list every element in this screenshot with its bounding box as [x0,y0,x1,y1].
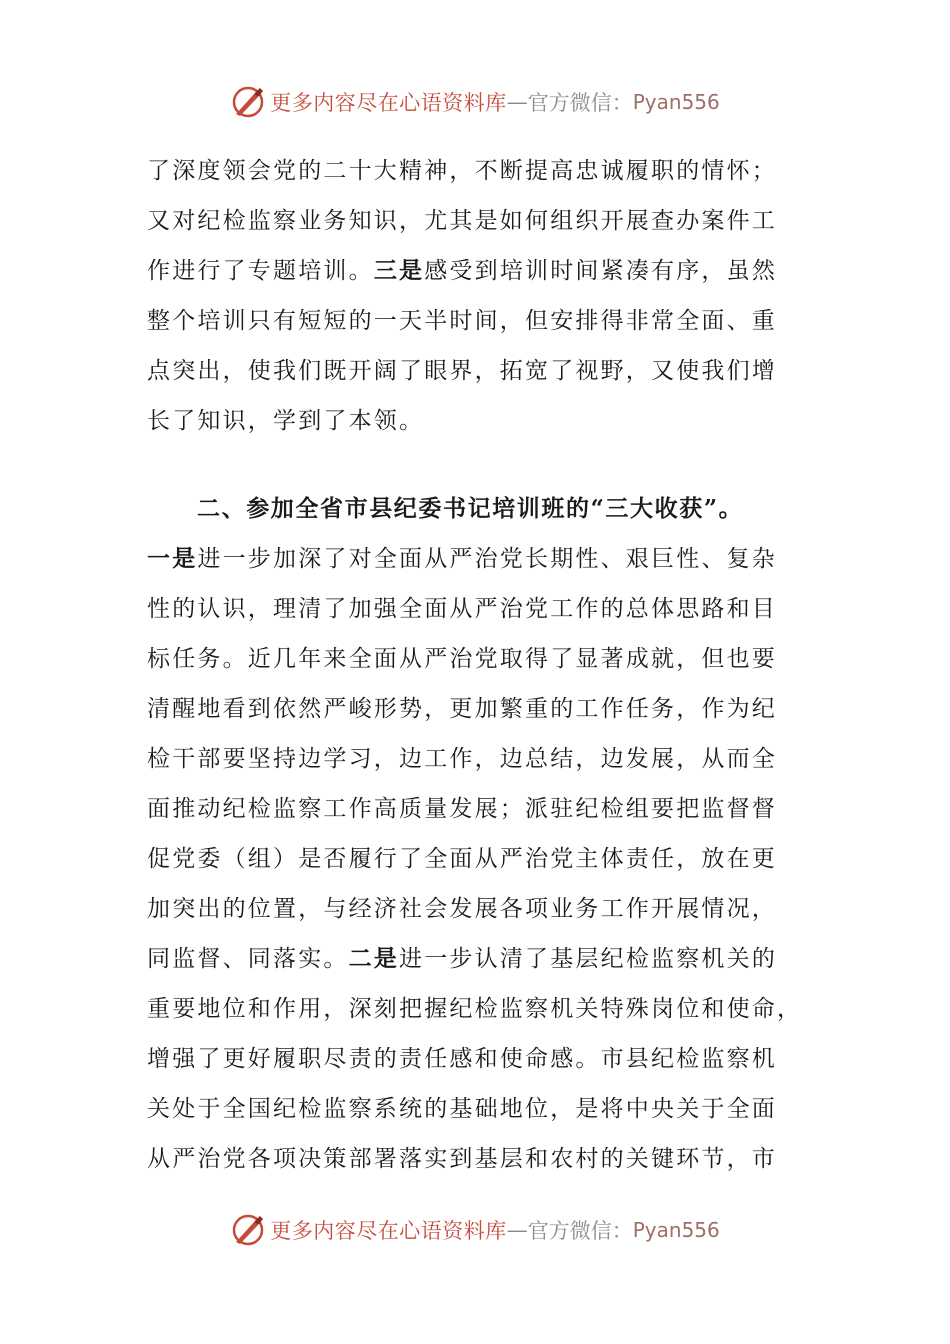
banner-separator: — [506,1218,528,1242]
footer-watermark-banner [0,1210,950,1250]
text-line: 性的认识，理清了加强全面从严治党工作的总体思路和目 [147,596,777,622]
text-line: 增强了更好履职尽责的责任感和使命感。市县纪检监察机 [147,1046,777,1072]
text-line: 加突出的位置，与经济社会发展各项业务工作开展情况， [147,896,777,922]
point-marker-1: 一是 [147,545,198,572]
text-line: 面推动纪检监察工作高质量发展；派驻纪检组要把监督督 [147,796,777,822]
text-line: 又对纪检监察业务知识，尤其是如何组织开展查办案件工 [147,208,777,234]
banner-label: 官方微信： [527,91,633,115]
text-line: 标任务。近几年来全面从严治党取得了显著成就，但也要 [147,646,777,672]
banner-separator: — [506,90,528,114]
text-line: 重要地位和作用，深刻把握纪检监察机关特殊岗位和使命， [147,996,803,1022]
point-marker-2: 二是 [348,945,400,972]
header-watermark-banner [0,82,950,122]
text-line: 同监督、同落实。二是进一步认清了基层纪检监察机关的 [147,945,778,972]
pen-circle-icon [230,84,266,120]
text-line: 作进行了专题培训。三是感受到培训时间紧凑有序，虽然 [147,257,778,284]
text-line: 清醒地看到依然严峻形势，更加繁重的工作任务，作为纪 [147,696,777,722]
text-line: 了深度领会党的二十大精神，不断提高忠诚履职的情怀； [147,158,777,184]
banner-wechat-id: Pyan556 [632,90,720,114]
text-line: 一是进一步加深了对全面从严治党长期性、艰巨性、复杂 [147,545,778,572]
text-line: 点突出，使我们既开阔了眼界，拓宽了视野，又使我们增 [147,358,777,384]
document-body [147,146,807,1184]
text-line: 检干部要坚持边学习，边工作，边总结，边发展，从而全 [147,746,777,772]
point-marker-3: 三是 [373,257,425,284]
pen-circle-icon [230,1212,266,1248]
text-line: 促党委（组）是否履行了全面从严治党主体责任，放在更 [147,846,777,872]
text-line: 从严治党各项决策部署落实到基层和农村的关键环节，市 [147,1146,777,1172]
banner-label: 官方微信： [527,1219,633,1243]
text-line: 长了知识，学到了本领。 [147,408,425,434]
banner-main-text: 更多内容尽在心语资料库 [270,91,507,115]
section-heading: 二、参加全省市县纪委书记培训班的“三大收获”。 [197,495,744,522]
banner-wechat-id: Pyan556 [632,1218,720,1242]
text-line: 关处于全国纪检监察系统的基础地位，是将中央关于全面 [147,1096,777,1122]
banner-main-text: 更多内容尽在心语资料库 [270,1219,507,1243]
text-line: 整个培训只有短短的一天半时间，但安排得非常全面、重 [147,308,777,334]
